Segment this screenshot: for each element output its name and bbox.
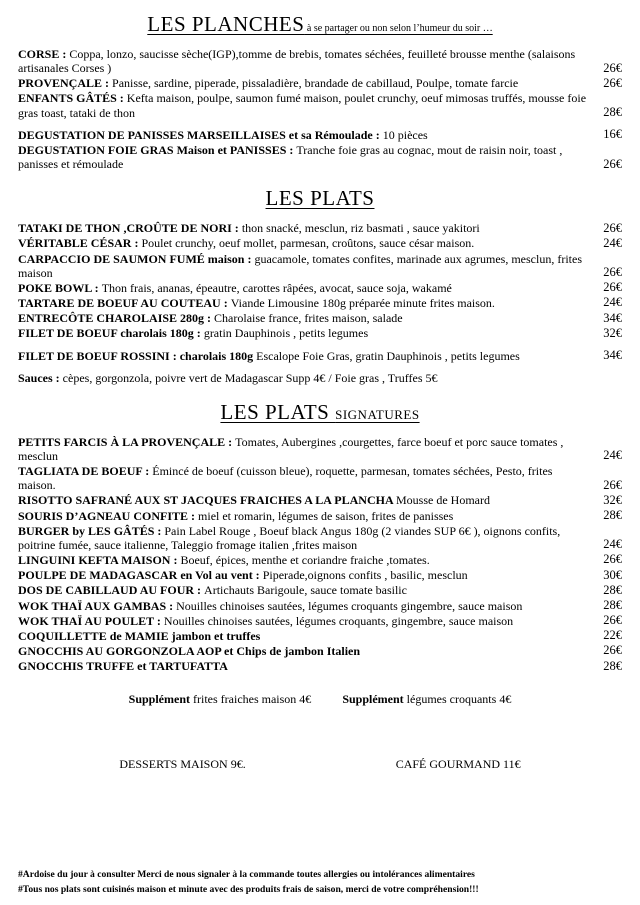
item-price: 24€ — [603, 537, 622, 552]
item-price: 28€ — [603, 105, 622, 120]
footer-line-maison: #Tous nos plats sont cuisinés maison et minute avec des produits frais de saison, merci de votre compréhension!!! — [18, 883, 479, 895]
item-price: 26€ — [603, 613, 622, 628]
item-price: 26€ — [603, 280, 622, 295]
menu-item — [18, 47, 622, 75]
menu-item — [18, 553, 622, 567]
item-price: 24€ — [603, 235, 622, 250]
supplement-2-label: Supplément — [342, 692, 404, 707]
item-name: PETITS FARCIS À LA PROVENÇALE : — [18, 434, 236, 449]
supplement-1-text: frites fraiches maison 4€ — [190, 692, 315, 707]
menu-item — [18, 143, 622, 171]
footer-notes — [18, 868, 622, 897]
item-name: WOK THAÏ AU POULET : — [18, 613, 164, 628]
desserts-maison-label: DESSERTS MAISON 9€. — [119, 757, 246, 772]
item-description: miel et romarin, légumes de saison, frites de panisses — [198, 508, 454, 523]
title-underline — [265, 186, 375, 211]
item-description: Tranche foie gras au cognac, mout de raisin noir, toast , panisses et rémoulade — [18, 142, 563, 172]
item-name: TATAKI DE THON ,CROÛTE DE NORI : — [18, 221, 242, 236]
menu-item — [18, 644, 622, 658]
item-description: guacamole, tomates confites, marinade aux agrumes, mesclun, frites maison — [18, 251, 582, 280]
item-description: Nouilles chinoises sautées, légumes croquants gingembre, sauce maison — [176, 598, 523, 613]
item-price: 34€ — [603, 347, 622, 362]
menu-item — [18, 236, 622, 250]
item-description: Nouilles chinoises sautées, légumes croquants, gingembre, sauce maison — [163, 613, 514, 628]
item-name: FILET DE BOEUF charolais 180g : — [18, 326, 204, 341]
menu-item — [18, 659, 622, 673]
item-name: POULPE DE MADAGASCAR en Vol au vent : — [18, 568, 263, 583]
item-description: 10 pièces — [382, 127, 428, 142]
menu-item — [18, 252, 622, 280]
section-items-plats — [18, 221, 622, 386]
item-price: 32€ — [603, 492, 622, 507]
item-description: Tomates, Aubergines ,courgettes, farce boeuf et porc sauce tomates , mesclun — [18, 434, 564, 463]
section-title-les-planches — [18, 12, 622, 37]
item-price: 24€ — [603, 295, 622, 310]
item-price: 28€ — [603, 508, 622, 522]
item-name: WOK THAÏ AUX GAMBAS : — [18, 598, 177, 613]
menu-item — [18, 509, 622, 523]
item-name: BURGER by LES GÂTÉS : — [18, 523, 165, 538]
menu-item — [18, 371, 622, 385]
supplement-1-label: Supplément — [128, 692, 191, 707]
menu-item — [18, 326, 622, 340]
item-description: Kefta maison, poulpe, saumon fumé maison, poulet crunchy, oeuf mimosas truffés, mousse foie gras toast, tataki de thon — [18, 91, 587, 120]
supplements-line — [18, 692, 622, 707]
item-price: 22€ — [603, 628, 622, 643]
item-name: TARTARE DE BOEUF AU COUTEAU : — [18, 296, 231, 311]
item-description: Piperade,oignons confits , basilic, mesclun — [262, 568, 468, 583]
item-description: Artichauts Barigoule, sauce tomate basilic — [204, 583, 407, 598]
item-price: 26€ — [603, 156, 622, 171]
item-description: gratin Dauphinois , petits legumes — [203, 326, 369, 341]
menu-item — [18, 91, 622, 119]
item-price: 30€ — [603, 567, 622, 582]
item-name: GNOCCHIS AU GORGONZOLA AOP et Chips de jambon Italien — [18, 644, 361, 658]
item-price: 28€ — [603, 658, 622, 673]
section-title-text: LES PLATS — [220, 399, 336, 424]
item-description: Mousse de Homard — [395, 493, 490, 508]
menu-item — [18, 435, 622, 463]
menu-item — [18, 599, 622, 613]
section-items-planches — [18, 47, 622, 172]
menu-item — [18, 583, 622, 597]
section-subtitle-text: à se partager ou non selon l’humeur du soir … — [304, 23, 493, 34]
item-price: 32€ — [603, 325, 622, 340]
section-title-text: LES PLANCHES — [147, 12, 305, 36]
item-price: 26€ — [603, 220, 622, 235]
menu-item — [18, 493, 622, 507]
menu-item — [18, 221, 622, 235]
menu-item — [18, 296, 622, 310]
menu-item — [18, 568, 622, 582]
item-name: DEGUSTATION FOIE GRAS Maison et PANISSES : — [18, 142, 297, 157]
desserts-row — [18, 757, 622, 772]
item-name: POKE BOWL : — [18, 280, 102, 295]
item-name: DOS DE CABILLAUD AU FOUR : — [18, 583, 205, 598]
item-name: SOURIS D’AGNEAU CONFITE : — [18, 508, 199, 523]
item-price: 34€ — [603, 310, 622, 325]
item-price: 26€ — [603, 552, 622, 567]
item-description: Coppa, lonzo, saucisse sèche(IGP),tomme de brebis, tomates séchées, feuilleté brousse menthe (salaisons artisanales Corses ) — [18, 47, 576, 76]
item-description: Pain Label Rouge , Boeuf black Angus 180g (2 viandes SUP 6€ ), oignons confits, poitrine fumée, sauce italienne, Taleggio fromage italien ,frites maison — [18, 523, 561, 552]
item-name: FILET DE BOEUF ROSSINI : charolais 180g — [18, 348, 257, 363]
item-name: Sauces : — [18, 370, 63, 385]
item-price: 26€ — [603, 60, 622, 75]
item-name: DEGUSTATION DE PANISSES MARSEILLAISES et sa Rémoulade : — [18, 127, 383, 142]
footer-line-allergies: #Ardoise du jour à consulter Merci de nous signaler à la commande toutes allergies ou intolérances alimentaires — [18, 869, 475, 881]
item-price: 16€ — [603, 127, 622, 142]
menu-item — [18, 311, 622, 325]
item-name: RISOTTO SAFRANÉ AUX ST JACQUES FRAICHES A LA PLANCHA — [18, 493, 396, 508]
item-description: Thon frais, ananas, épeautre, carottes râpées, avocat, sauce soja, wakamé — [101, 280, 452, 295]
section-title-text: LES PLATS — [265, 186, 375, 211]
item-name: COQUILLETTE de MAMIE jambon et truffes — [18, 628, 261, 643]
menu-item — [18, 524, 622, 552]
item-name: LINGUINI KEFTA MAISON : — [18, 553, 181, 568]
item-price: 26€ — [603, 75, 622, 90]
item-name: VÉRITABLE CÉSAR : — [18, 236, 142, 251]
item-description: Poulet crunchy, oeuf mollet, parmesan, croûtons, sauce césar maison. — [141, 236, 475, 251]
menu-item — [18, 464, 622, 492]
title-underline — [220, 399, 420, 424]
section-items-signatures — [18, 435, 622, 675]
section-title-les-plats — [18, 186, 622, 211]
item-price: 26€ — [603, 265, 622, 280]
section-title-les-plats-signatures — [18, 400, 622, 425]
item-description: Boeuf, épices, menthe et coriandre fraiche ,tomates. — [180, 553, 430, 568]
item-price: 26€ — [603, 477, 622, 492]
item-name: CORSE : — [18, 47, 70, 61]
item-name: TAGLIATA DE BOEUF : — [18, 464, 153, 479]
item-price: 26€ — [603, 643, 622, 658]
supplement-2-text: légumes croquants 4€ — [403, 692, 512, 707]
cafe-gourmand-label: CAFÉ GOURMAND 11€ — [395, 757, 521, 772]
menu-item — [18, 76, 622, 90]
menu-item — [18, 614, 622, 628]
menu-item — [18, 349, 622, 363]
item-name: ENFANTS GÂTÉS : — [18, 91, 127, 106]
item-name: CARPACCIO DE SAUMON FUMÉ maison : — [18, 251, 255, 266]
item-description: Panisse, sardine, piperade, pissaladière, brandade de cabillaud, Poulpe, tomate farcie — [112, 76, 519, 91]
item-price: 24€ — [603, 448, 622, 463]
menu-item — [18, 281, 622, 295]
menu-item — [18, 128, 622, 142]
item-name: GNOCCHIS TRUFFE et TARTUFATTA — [18, 659, 228, 674]
item-description: cèpes, gorgonzola, poivre vert de Madagascar Supp 4€ / Foie gras , Truffes 5€ — [62, 370, 438, 385]
item-description: Charolaise france, frites maison, salade — [214, 311, 403, 326]
item-description: Émincé de boeuf (cuisson bleue), roquette, parmesan, tomates séchées, Pesto, frites maison. — [18, 464, 553, 493]
item-description: Viande Limousine 180g préparée minute frites maison. — [230, 296, 495, 311]
item-price: 28€ — [603, 597, 622, 612]
section-subtitle-text: SIGNATURES — [335, 406, 420, 422]
item-description: thon snacké, mesclun, riz basmati , sauce yakitori — [241, 221, 480, 236]
title-underline — [147, 12, 493, 36]
menu-item — [18, 629, 622, 643]
item-price: 28€ — [603, 582, 622, 597]
item-name: PROVENÇALE : — [18, 76, 113, 91]
item-description: Escalope Foie Gras, gratin Dauphinois , petits legumes — [256, 348, 520, 363]
item-name: ENTRECÔTE CHAROLAISE 280g : — [18, 311, 215, 326]
